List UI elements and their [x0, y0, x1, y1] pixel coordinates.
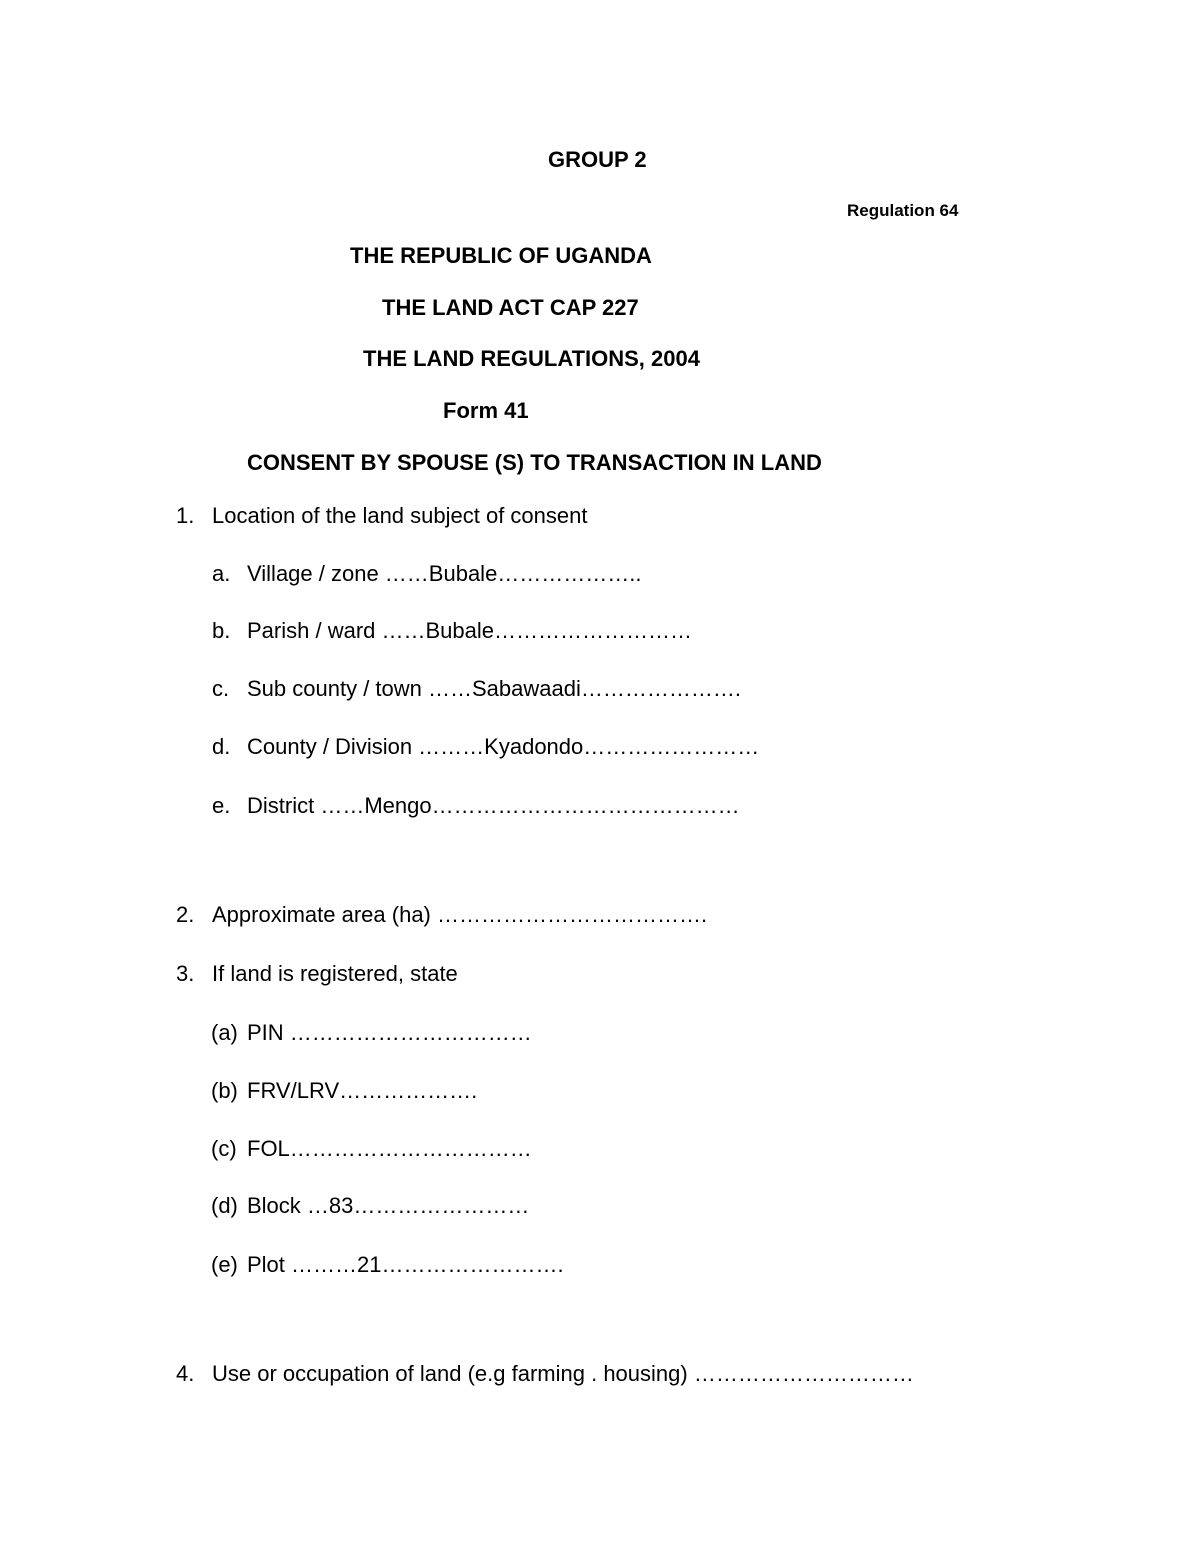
parish-ward-field: Parish / ward ……Bubale……………………… — [247, 618, 692, 643]
village-zone-field: Village / zone ……Bubale……………….. — [247, 561, 642, 586]
act-heading: THE LAND ACT CAP 227 — [382, 295, 639, 320]
form-title: CONSENT BY SPOUSE (S) TO TRANSACTION IN LAND — [247, 450, 822, 475]
subitem-3e-marker: (e) — [211, 1252, 238, 1277]
item-3-label: If land is registered, state — [212, 961, 458, 986]
subitem-a-marker: a. — [212, 561, 231, 586]
county-division-field: County / Division ………Kyadondo…………………… — [247, 734, 760, 759]
plot-field: Plot ………21……………………. — [247, 1252, 564, 1277]
approximate-area-field: Approximate area (ha) ………………………………. — [212, 902, 708, 927]
republic-heading: THE REPUBLIC OF UGANDA — [350, 243, 652, 268]
subitem-3d-marker: (d) — [211, 1193, 238, 1218]
item-2-number: 2. — [176, 902, 195, 927]
frv-lrv-field: FRV/LRV………………. — [247, 1078, 478, 1103]
subitem-3c-marker: (c) — [211, 1136, 237, 1161]
sub-county-town-field: Sub county / town ……Sabawaadi…………………. — [247, 676, 741, 701]
subitem-d-marker: d. — [212, 734, 231, 759]
subitem-e-marker: e. — [212, 793, 231, 818]
item-1-label: Location of the land subject of consent — [212, 503, 588, 528]
fol-field: FOL…………………………… — [247, 1136, 532, 1161]
item-1-number: 1. — [176, 503, 195, 528]
group-heading: GROUP 2 — [548, 147, 647, 172]
subitem-3a-marker: (a) — [211, 1020, 238, 1045]
item-4-number: 4. — [176, 1361, 195, 1386]
subitem-c-marker: c. — [212, 676, 230, 701]
regulation-reference: Regulation 64 — [847, 201, 959, 220]
subitem-b-marker: b. — [212, 618, 231, 643]
subitem-3b-marker: (b) — [211, 1078, 238, 1103]
block-field: Block …83…………………… — [247, 1193, 530, 1218]
district-field: District ……Mengo…………………………………… — [247, 793, 740, 818]
land-use-field: Use or occupation of land (e.g farming . housing) ………………………… — [212, 1361, 914, 1386]
form-number: Form 41 — [443, 398, 529, 423]
item-3-number: 3. — [176, 961, 195, 986]
pin-field: PIN …………………………… — [247, 1020, 532, 1045]
regulations-heading: THE LAND REGULATIONS, 2004 — [363, 346, 700, 371]
